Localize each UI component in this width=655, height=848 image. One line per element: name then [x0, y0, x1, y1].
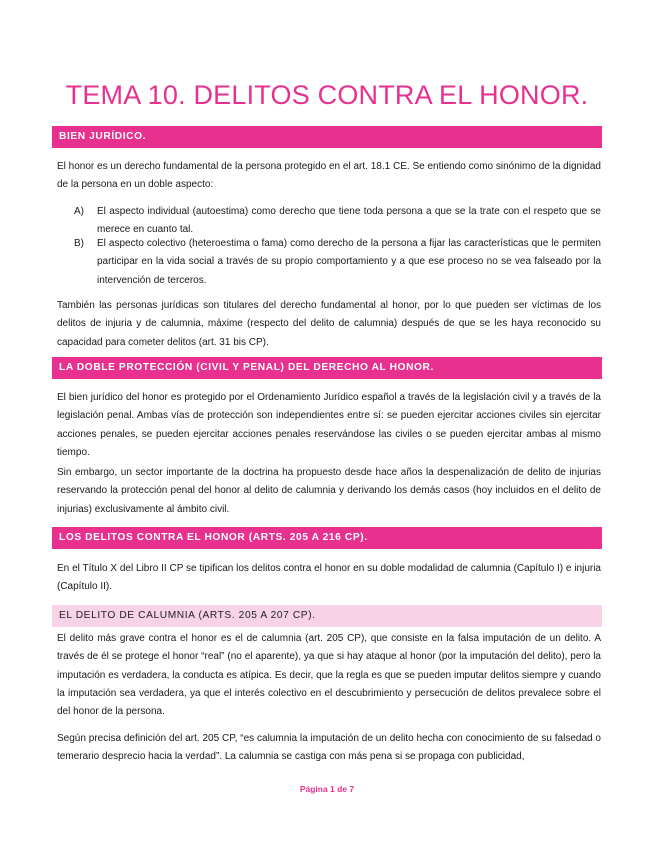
section-heading-doble-proteccion: LA DOBLE PROTECCIÓN (CIVIL Y PENAL) DEL DERECHO AL HONOR. — [52, 357, 602, 379]
section-heading-bien-juridico: BIEN JURÍDICO. — [52, 126, 602, 148]
paragraph: El delito más grave contra el honor es el de calumnia (art. 205 CP), que consiste en la falsa imputación de un delito. A través de él se protege el honor “real” (no el aparente), ya que si hay ataque al honor (por la imputación del delito), pero la imputación es verdadera, la conducta es atípica. Es decir, que la regla es que se pueden imputar delitos siempre y cuando la imputación sea verdadera, ya que el interés colectivo en el descubrimiento y persecución de delitos prevalece sobre el del honor de la persona. — [57, 633, 601, 718]
list-item-text: El aspecto colectivo (heteroestima o fama) como derecho de la persona a fijar las características que le permiten participar en la vida social a través de su propio comportamiento y a que ese proceso no se vea falseado por la intervención de terceros. — [97, 238, 601, 286]
page-title: TEMA 10. DELITOS CONTRA EL HONOR. — [65, 80, 589, 110]
paragraph: El honor es un derecho fundamental de la persona protegido en el art. 18.1 CE. Se entiendo como sinónimo de la dignidad de la persona en un doble aspecto: — [57, 161, 601, 191]
paragraph: En el Título X del Libro II CP se tipifican los delitos contra el honor en su doble modalidad de calumnia (Capítulo I) e injuria (Capítulo II). — [57, 563, 601, 593]
list-item-text: El aspecto individual (autoestima) como derecho que tiene toda persona a que se la trate con el respeto que se merece en cuanto tal. — [97, 206, 601, 236]
paragraph: Según precisa definición del art. 205 CP, “es calumnia la imputación de un delito hecha con conocimiento de su falsedad o temerario desprecio hacia la verdad”. La calumnia se castiga con más pena si se propaga con publicidad, — [57, 733, 601, 763]
subsection-heading-calumnia: EL DELITO DE CALUMNIA (ARTS. 205 A 207 CP). — [52, 605, 602, 627]
list-marker: B) — [74, 238, 84, 249]
section-heading-delitos: LOS DELITOS CONTRA EL HONOR (ARTS. 205 A 216 CP). — [52, 527, 602, 549]
paragraph: Sin embargo, un sector importante de la doctrina ha propuesto desde hace años la despenalización de delito de injurias reservando la protección penal del honor al delito de calumnia y derivando los demás casos (hoy incluidos en el delito de injurias) exclusivamente al ámbito civil. — [57, 467, 601, 515]
paragraph: El bien jurídico del honor es protegido por el Ordenamiento Jurídico español a través de la legislación civil y a través de la legislación penal. Ambas vías de protección son independientes entre sí: se pueden ejercitar acciones civiles sin ejercitar acciones penales, se pueden ejercitar acciones penales reservándose las civiles o se pueden ejercitar ambas al mismo tiempo. — [57, 392, 601, 458]
paragraph: También las personas jurídicas son titulares del derecho fundamental al honor, por lo que pueden ser víctimas de los delitos de injuria y de calumnia, máxime (respecto del delito de calumnia) después de que se les haya reconocido su capacidad para cometer delitos (art. 31 bis CP). — [57, 300, 601, 348]
list-marker: A) — [74, 206, 84, 217]
list-item — [74, 235, 601, 290]
page-footer: Página 1 de 7 — [299, 784, 355, 794]
